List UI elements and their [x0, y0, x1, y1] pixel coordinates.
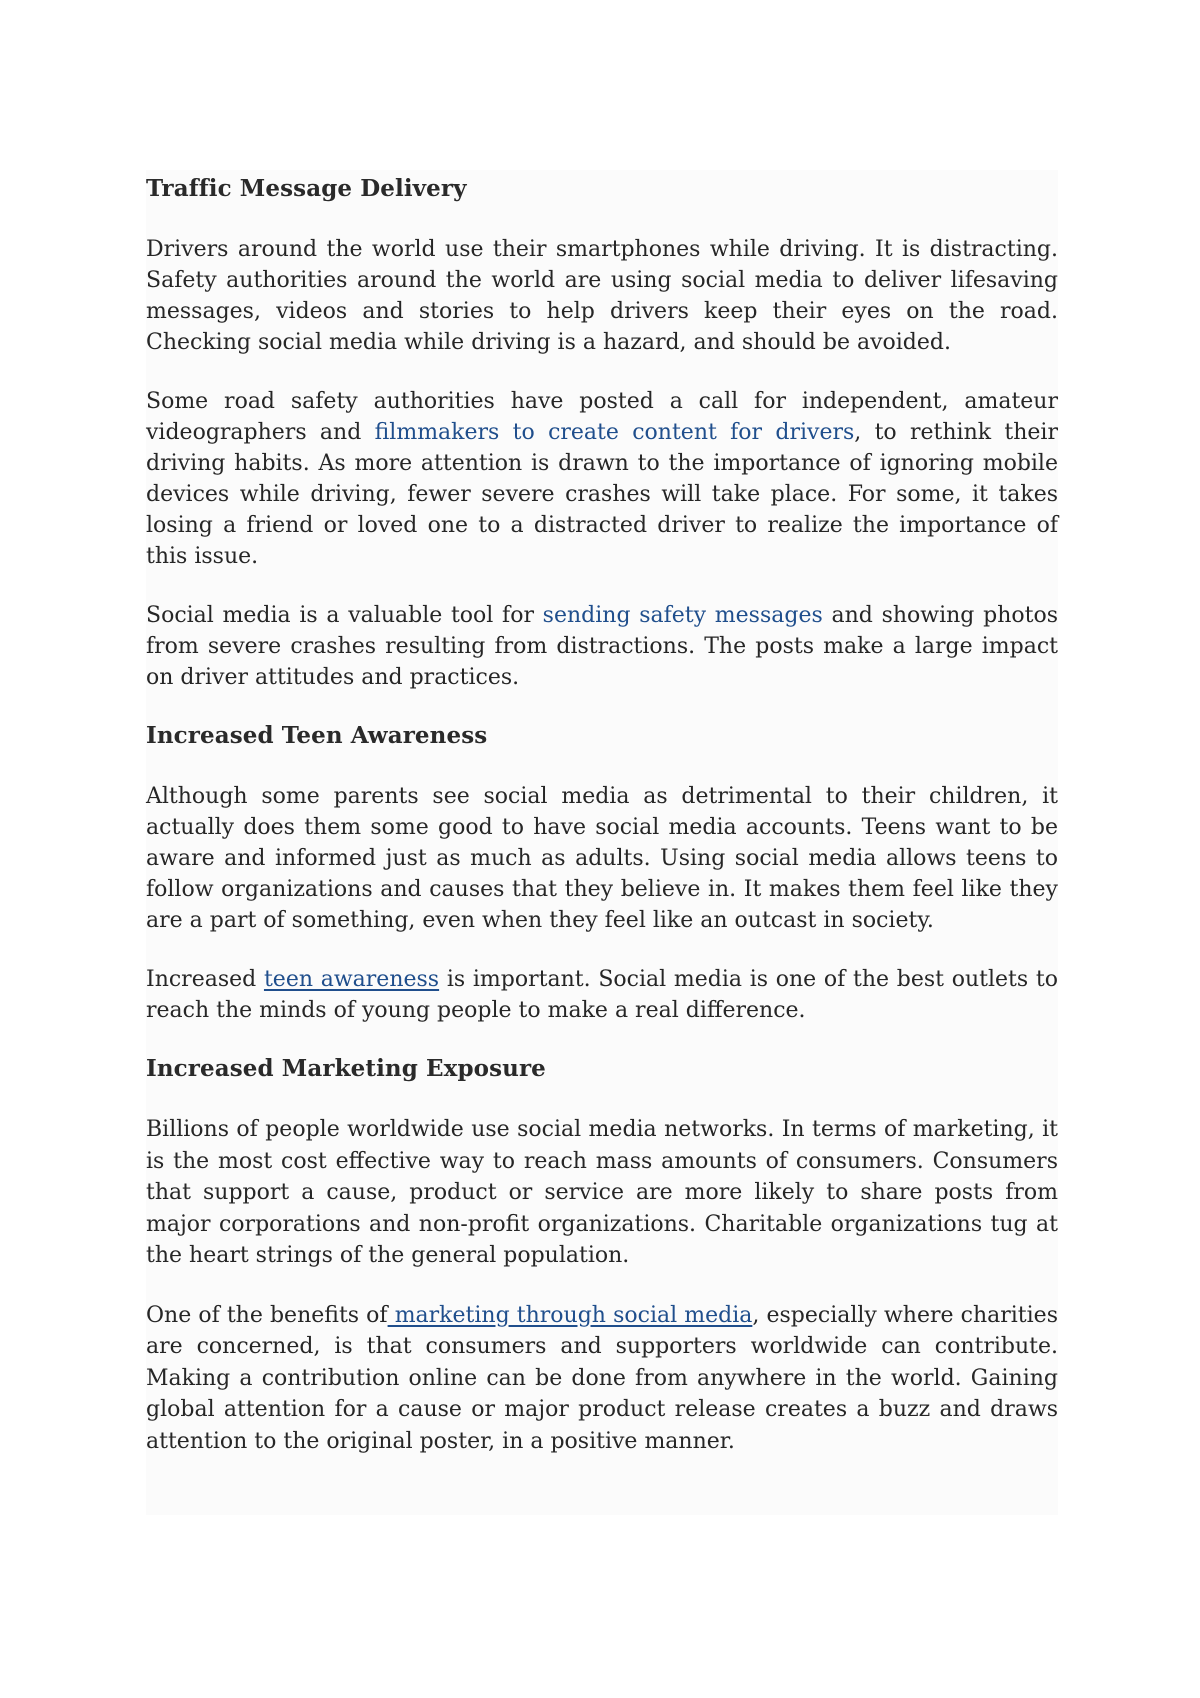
paragraph-traffic-2 [146, 386, 1058, 572]
paragraph-text: Increased [146, 967, 264, 992]
paragraph-teen-1: Although some parents see social media as detrimental to their children, it actually does them some good to have social media accounts. Teens want to be aware and informed just as much as adults. Using social media allows teens to follow organizations and causes that they believe in. It makes them feel like they are a part of something, even when they feel like an outcast in society. [146, 784, 1058, 933]
paragraph-traffic-3 [146, 600, 1058, 693]
heading-traffic-message-delivery: Traffic Message Delivery [146, 175, 467, 202]
link-marketing-through-social-media[interactable]: marketing through social media [387, 1302, 753, 1328]
article-body [146, 170, 1058, 1515]
paragraph-teen-2 [146, 964, 1058, 1026]
link-filmmakers-content[interactable]: filmmakers to create content for drivers [374, 420, 855, 445]
paragraph-text: , especially where charities are concerned, is that consumers and supporters worldwide can contribute. Making a contribution online can be done from anywhere in the world. Gaining global attention for a cause or major product release creates a buzz and draws attention to the original poster, in a positive manner. [146, 1302, 1058, 1454]
paragraph-marketing-2 [146, 1300, 1058, 1458]
paragraph-marketing-1: Billions of people worldwide use social media networks. In terms of marketing, it is the most cost effective way to reach mass amounts of consumers. Consumers that support a cause, product or service are more likely to share posts from major corporations and non-profit organizations. Charitable organizations tug at the heart strings of the general population. [146, 1117, 1058, 1268]
paragraph-text: One of the benefits of [146, 1302, 388, 1328]
paragraph-text: is important. Social media is one of the best outlets to reach the minds of young people to make a real difference. [146, 967, 1058, 1023]
paragraph-text: , to rethink their driving habits. As more attention is drawn to the importance of ignoring mobile devices while driving, fewer severe crashes will take place. For some, it takes losing a friend or loved one to a distracted driver to realize the importance of this issue. [146, 420, 1058, 569]
paragraph-text: and showing photos from severe crashes resulting from distractions. The posts make a large impact on driver attitudes and practices. [146, 603, 1058, 690]
link-teen-awareness[interactable]: teen awareness [263, 967, 440, 992]
paragraph-traffic-1: Drivers around the world use their smartphones while driving. It is distracting. Safety authorities around the world are using social media to deliver lifesaving messages, videos and stories to help drivers keep their eyes on the road. Checking social media while driving is a hazard, and should be avoided. [146, 237, 1058, 355]
paragraph-text: Some road safety authorities have posted a call for independent, amateur videographers and [146, 389, 1058, 445]
heading-increased-marketing-exposure: Increased Marketing Exposure [146, 1055, 546, 1082]
heading-increased-teen-awareness: Increased Teen Awareness [146, 722, 488, 749]
link-sending-safety-messages[interactable]: sending safety messages [542, 603, 823, 628]
paragraph-text: Social media is a valuable tool for [146, 603, 543, 628]
